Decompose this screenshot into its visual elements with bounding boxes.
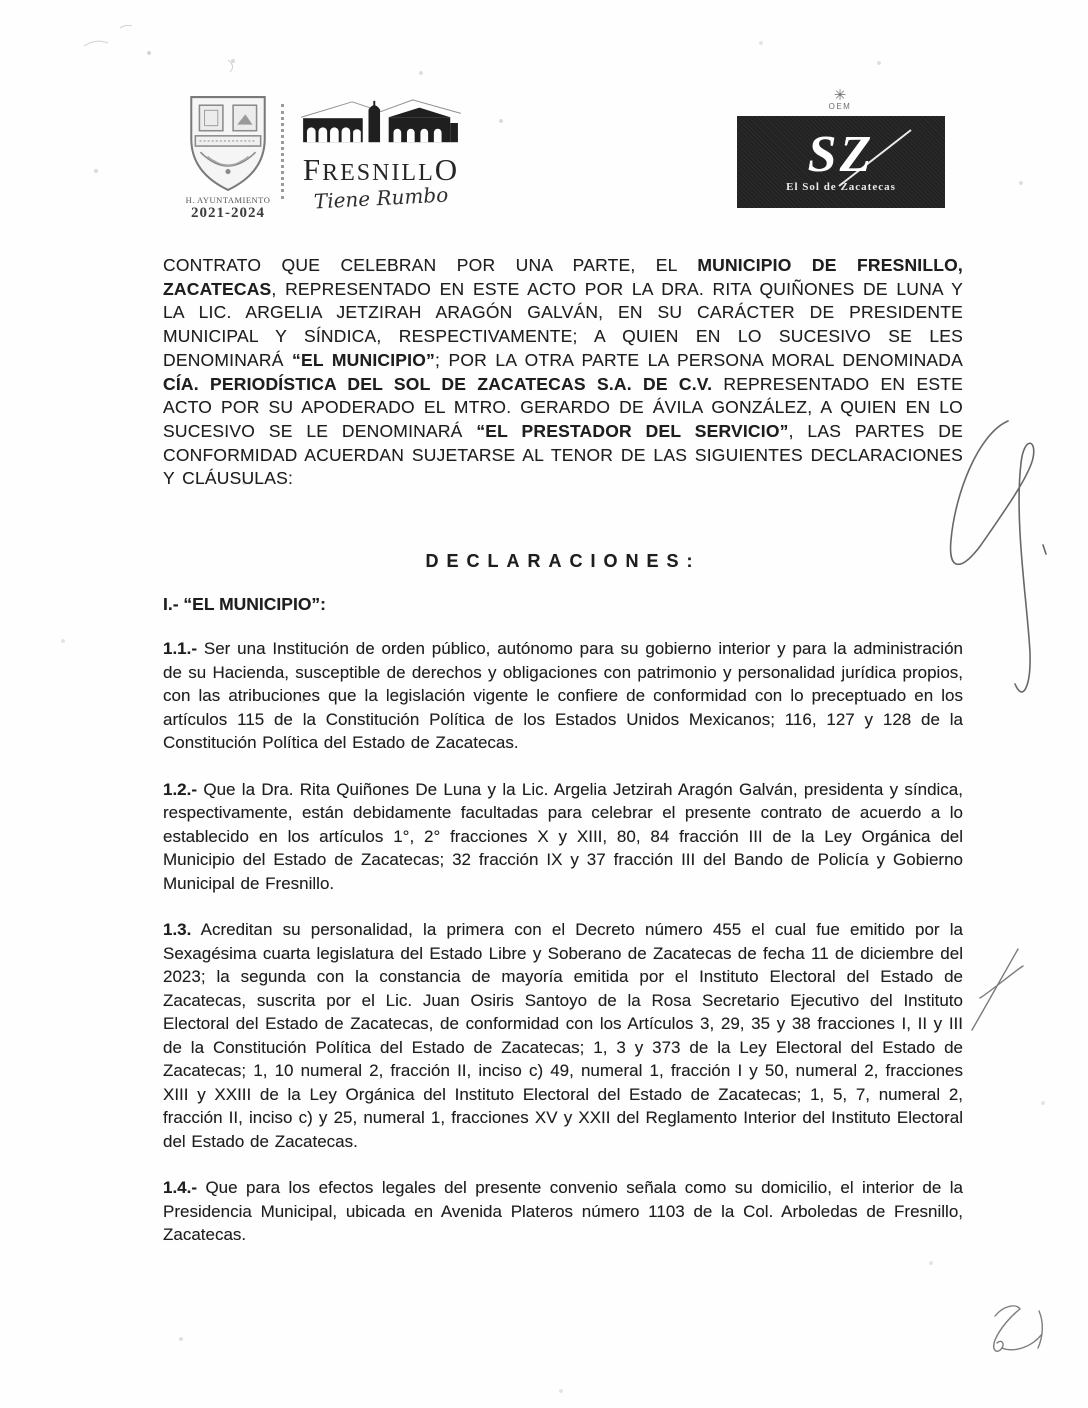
logo-divider [281,104,284,199]
pen-dot [1043,545,1046,554]
oem-starburst-icon: ✳ [833,87,847,104]
intro-text: ; POR LA OTRA PARTE LA PERSONA MORAL DENOMINADA [434,349,963,370]
section-1-title: I.- “EL MUNICIPIO”: [163,594,327,614]
party-name-periodistica: CÍA. PERIODÍSTICA DEL SOL DE ZACATECAS S.A. DE C.V. [163,373,713,394]
item-body: Acreditan su personalidad, la primera con el Decreto número 455 el cual fue emitido por la Sexagésima cuarta legislatura del Estado Libre y Soberano de Zacatecas de fecha 11 de diciembre del 2023; la segunda con la constancia de mayoría emitida por el Instituto Electoral del Estado de Zacatecas, suscrita por el Lic. Juan Osiris Santoyo de la Rosa Secretario Ejecutivo del Instituto Electoral del Estado de Zacatecas, de conformidad con los Artículos 3, 29, 35 y 38 fracciones I, II y III de la Constitución Política del Estado de Zacatecas; 1, 3 y 373 de la Ley Electoral del Estado de Zacatecas; 1, 10 numeral 2, fracción II, inciso c) 49, numeral 1, fracción I y 50, numeral 2, fracciones XIII y XXIII de la Ley Orgánica del Instituto Electoral del Estado de Zacatecas; 1, 5, 7, numeral 2, fracción II, inciso c) y 25, numeral 1, fracciones XV y XXII del Reglamento Interior del Instituto Electoral del Estado de Zacatecas. [163,920,964,1151]
intro-text: CONTRATO QUE CELEBRAN POR UNA PARTE, EL [163,255,698,275]
declaration-item-1-2 [163,778,963,896]
alias-el-municipio: “EL MUNICIPIO” [292,349,435,370]
handwritten-cross-mark [972,949,1023,1030]
crest-years: 2021-2024 [191,205,265,221]
handwritten-page-number [994,1306,1043,1351]
item-label: 1.4.- [163,1178,198,1197]
fresnillo-logo [295,98,467,214]
item-label: 1.3. [163,920,192,939]
wordmark-letters: RESNILL [322,160,435,186]
intro-text: REPRESENTADO EN ESTE ACTO POR SU APODERADO EL MTRO. GERARDO DE ÁVILA GONZÁLEZ, A QUIEN EN LO SUCESIVO SE LE DENOMINARÁ [163,373,963,441]
declaraciones-heading: DECLARACIONES: [425,551,701,571]
crest-shield-icon [184,94,272,194]
fresnillo-wordmark [295,154,467,185]
declaration-items [163,637,963,1270]
oem-label: OEM [828,102,852,111]
item-body: Que para los efectos legales del presente convenio señala como su domicilio, el interior de la Presidencia Municipal, ubicada en Avenida Plateros número 1103 de la Col. Arboledas de Fresnillo, Zacatecas. [163,1178,963,1244]
item-label: 1.2.- [163,779,198,799]
wordmark-letter: O [434,152,460,187]
fresnillo-tagline: Tiene Rumbo [313,182,449,214]
pencil-scuffs [84,25,233,72]
alias-prestador: “EL PRESTADOR DEL SERVICIO” [476,420,789,441]
party-name-municipio: MUNICIPIO DE FRESNILLO, ZACATECAS [163,255,963,299]
scan-noise [0,0,2,2]
sz-slash-icon [737,116,945,208]
intro-text: , LAS PARTES DE CONFORMIDAD ACUERDAN SUJETARSE AL TENOR DE LAS SIGUIENTES DECLARACIONES Y CLÁUSULAS: [163,420,963,489]
declaration-item-1-1 [163,637,963,755]
oem-emblem [808,88,872,111]
intro-text: , REPRESENTADO EN ESTE ACTO POR LA DRA. RITA QUIÑONES DE LUNA Y LA LIC. ARGELIA JETZIRAH ARAGÓN GALVÁN, EN SU CARÁCTER DE PRESIDENTE MUNICIPAL Y SÍNDICA, RESPECTIVAMENTE; A QUIEN EN LO SUCESIVO SE LES DENOMINARÁ [163,278,963,370]
item-body: Ser una Institución de orden público, autónomo para su gobierno interior y para la administración de su Hacienda, susceptible de derechos y obligaciones con patrimonio y personalidad jurídica propios, con las atribuciones que la legislación vigente le confiere de conformidad con lo preceptuado en los artículos 115 de la Constitución Política de los Estados Unidos Mexicanos; 116, 127 y 128 de la Constitución Política del Estado de Zacatecas. [163,639,963,752]
item-label: 1.1.- [163,639,198,658]
item-body: Que la Dra. Rita Quiñones De Luna y la Lic. Argelia Jetzirah Aragón Galván, presidenta y síndica, respectivamente, están debidamente facultadas para celebrar el presente contrato de acuerdo a lo establecido en los artículos 1°, 2° fracciones X y XIII, 80, 84 fracción III de la Ley Orgánica del Municipio del Estado de Zacatecas; 32 fracción IX y 37 fracción III del Bando de Policía y Gobierno Municipal de Fresnillo. [163,779,963,893]
intro-paragraph [163,254,963,491]
ayuntamiento-crest-logo [178,94,278,222]
crest-caption: H. AYUNTAMIENTO [185,195,271,205]
declaration-item-1-4 [163,1176,963,1247]
sol-de-zacatecas-logo [737,116,945,208]
sz-newspaper-name: El Sol de Zacatecas [786,180,896,193]
fresnillo-skyline-icon [296,98,466,148]
wordmark-letter: F [302,152,323,187]
declaration-item-1-3 [163,918,963,1153]
sz-initials: SZ [807,126,875,184]
handwritten-flourish [951,421,1046,692]
